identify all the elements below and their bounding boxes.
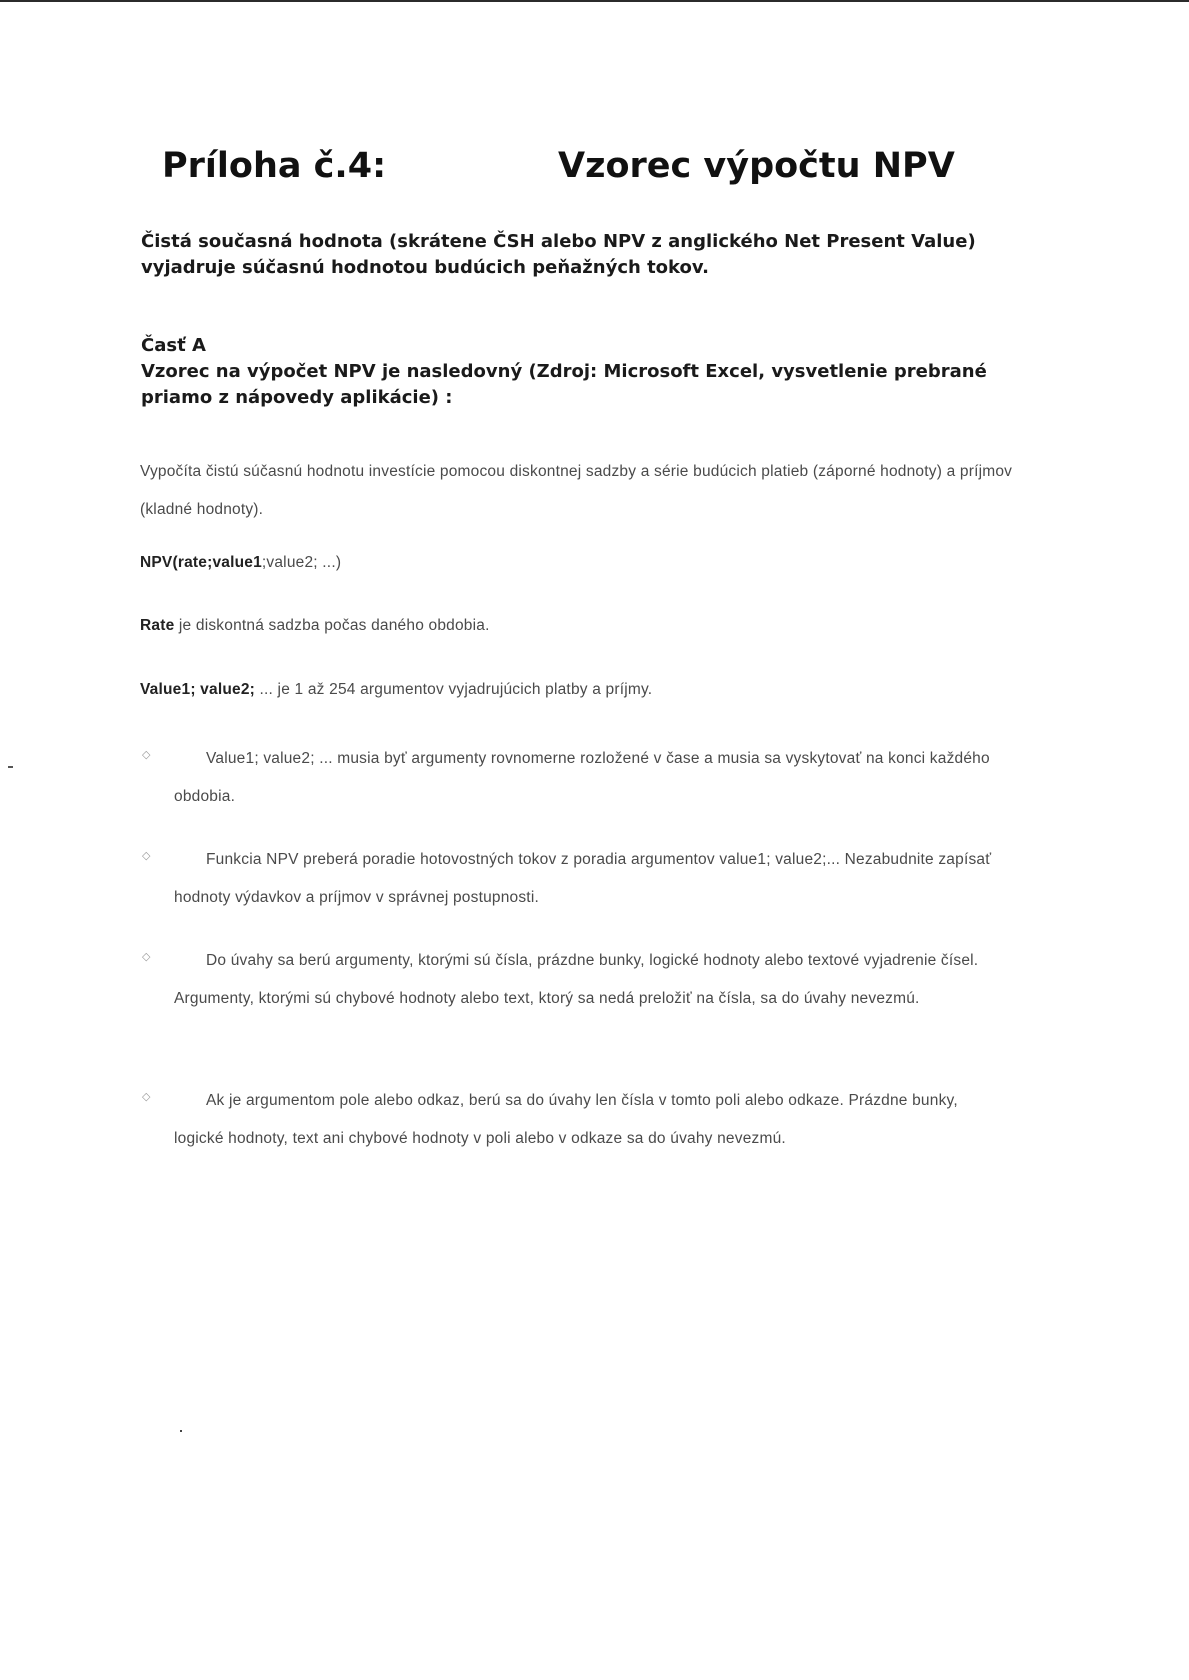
values-term: Value1; value2; xyxy=(140,681,256,698)
scan-speck xyxy=(180,1430,182,1432)
rate-description: je diskontná sadzba počas daného obdobia. xyxy=(174,617,490,634)
bullet-text: Do úvahy sa berú argumenty, ktorými sú čísla, prázdne bunky, logické hodnoty alebo textové vyjadrenie čísel. Argumenty, ktorými sú chybové hodnoty alebo text, ktorý sa nedá preložiť na čísla, sa do úvahy nevezmú. xyxy=(174,952,979,1007)
function-description: Vypočíta čistú súčasnú hodnotu investície pomocou diskontnej sadzby a série budúcich platieb (záporné hodnoty) a príjmov (kladné hodnoty). xyxy=(140,463,1013,518)
function-syntax xyxy=(140,554,341,572)
rate-term: Rate xyxy=(140,617,175,634)
bullet-item xyxy=(174,942,994,1018)
values-definition xyxy=(140,681,652,699)
rate-definition xyxy=(140,617,490,635)
bullet-icon: ◇ xyxy=(142,748,151,761)
bullet-icon: ◇ xyxy=(142,849,151,862)
bullet-text: Funkcia NPV preberá poradie hotovostných tokov z poradia argumentov value1; value2;... Nezabudnite zapísať hodnoty výdavkov a príjmov v správnej postupnosti. xyxy=(174,851,992,906)
scan-margin-mark xyxy=(8,766,13,768)
bullet-item xyxy=(174,841,994,917)
values-description: ... je 1 až 254 argumentov vyjadrujúcich platby a príjmy. xyxy=(255,681,653,698)
bullet-icon: ◇ xyxy=(142,950,151,963)
scan-top-edge xyxy=(0,0,1189,2)
bullet-item xyxy=(174,1082,994,1158)
section-label: Časť A xyxy=(141,335,206,356)
bullet-text: Value1; value2; ... musia byť argumenty rovnomerne rozložené v čase a musia sa vyskytovať na konci každého obdobia. xyxy=(174,750,990,805)
appendix-number: Príloha č.4: xyxy=(162,146,387,186)
syntax-name: NPV xyxy=(140,554,173,571)
bullet-icon: ◇ xyxy=(142,1090,151,1103)
section-heading: Vzorec na výpočet NPV je nasledovný (Zdroj: Microsoft Excel, vysvetlenie prebrané priamo z nápovedy aplikácie) : xyxy=(141,361,987,408)
bullet-item xyxy=(174,740,994,816)
syntax-args-rest: ;value2; ...) xyxy=(261,554,342,571)
intro-paragraph: Čistá současná hodnota (skrátene ČSH alebo NPV z anglického Net Present Value) vyjadruje súčasnú hodnotou budúcich peňažných tokov. xyxy=(141,231,976,278)
syntax-args-bold: (rate;value1 xyxy=(172,554,262,571)
page-title: Vzorec výpočtu NPV xyxy=(558,146,955,186)
bullet-text: Ak je argumentom pole alebo odkaz, berú sa do úvahy len čísla v tomto poli alebo odkaze. Prázdne bunky, logické hodnoty, text ani chybové hodnoty v poli alebo v odkaze sa do úvahy nevezmú. xyxy=(174,1092,958,1147)
